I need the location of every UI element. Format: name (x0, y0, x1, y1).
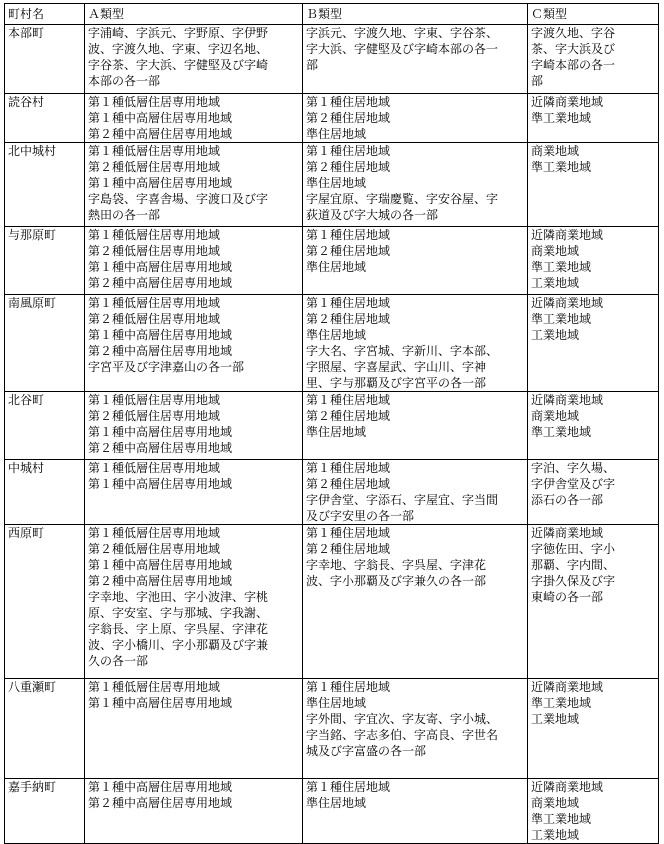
type-c-line: 工業地域 (531, 276, 580, 290)
type-a-cell (85, 25, 303, 94)
type-b-line: 第２種住居地域 (306, 244, 391, 258)
town-name: 嘉手納町 (8, 780, 57, 794)
type-a-line: 字宮平及び字津嘉山の各一部 (88, 360, 245, 374)
type-c-line: 工業地域 (531, 828, 580, 842)
type-b-line: 字照屋、字喜屋武、字山川、字神 (306, 360, 487, 374)
type-c-line: 字伊舎堂及び字 (531, 477, 616, 491)
type-b-line: 準住居地域 (306, 796, 367, 810)
type-c-line: 字崎本部の各一 (531, 58, 616, 72)
type-c-cell (528, 525, 659, 679)
type-b-line: 第２種住居地域 (306, 477, 391, 491)
town-cell (5, 143, 85, 227)
town-name: 南風原町 (8, 296, 57, 310)
type-a-line: 波、字小橋川、字小那覇及び字兼 (88, 638, 269, 652)
type-c-line: 準工業地域 (531, 160, 592, 174)
type-a-cell (85, 779, 303, 844)
type-b-line: 第２種住居地域 (306, 111, 391, 125)
type-c-line: 商業地域 (531, 409, 580, 423)
type-a-line: 第１種低層住居専用地域 (88, 393, 221, 407)
type-b-line: 第２種住居地域 (306, 160, 391, 174)
type-a-line: 第１種低層住居専用地域 (88, 461, 221, 475)
type-c-line: 那覇、字内間、 (531, 558, 616, 572)
type-c-line: 近隣商業地域 (531, 228, 604, 242)
type-c-line: 近隣商業地域 (531, 296, 604, 310)
type-b-line: 字伊舎堂、字添石、字屋宜、字当間 (306, 493, 499, 507)
type-b-line: 字大浜、字健堅及び字崎本部の各一 (306, 42, 499, 56)
table-row (5, 460, 659, 525)
type-a-line: 第２種中高層住居専用地域 (88, 796, 233, 810)
type-c-cell (528, 679, 659, 779)
header-town: 町村名 (5, 4, 85, 25)
type-a-line: 第２種中高層住居専用地域 (88, 127, 233, 141)
type-a-line: 原、字安室、字与那城、字我謝、 (88, 606, 269, 620)
type-a-line: 第２種低層住居専用地域 (88, 409, 221, 423)
type-a-line: 第１種低層住居専用地域 (88, 296, 221, 310)
town-name: 八重瀬町 (8, 680, 57, 694)
type-a-line: 第１種中高層住居専用地域 (88, 425, 233, 439)
type-c-line: 工業地域 (531, 712, 580, 726)
type-a-line: 第１種中高層住居専用地域 (88, 111, 233, 125)
type-a-line: 第１種中高層住居専用地域 (88, 176, 233, 190)
type-a-line: 第２種中高層住居専用地域 (88, 441, 233, 455)
type-c-line: 近隣商業地域 (531, 680, 604, 694)
type-b-line: 荻道及び字大城の各一部 (306, 208, 439, 222)
type-a-line: 第１種低層住居専用地域 (88, 526, 221, 540)
town-name: 西原町 (8, 526, 45, 540)
header-row (5, 4, 659, 25)
type-c-line: 添石の各一部 (531, 493, 604, 507)
header-type-c: Ｃ類型 (528, 4, 659, 25)
type-b-line: 準住居地域 (306, 328, 367, 342)
table-row (5, 779, 659, 844)
type-a-line: 波、字渡久地、字東、字辺名地、 (88, 42, 269, 56)
table-row (5, 392, 659, 460)
town-name: 本部町 (8, 26, 45, 40)
type-c-line: 工業地域 (531, 328, 580, 342)
town-cell (5, 295, 85, 392)
type-a-cell (85, 227, 303, 295)
type-a-line: 字谷茶、字大浜、字健堅及び字崎 (88, 58, 269, 72)
type-b-line: 第１種住居地域 (306, 296, 391, 310)
type-c-line: 準工業地域 (531, 260, 592, 274)
type-c-line: 茶、字大浜及び (531, 42, 616, 56)
type-b-line: 字屋宜原、字瑞慶覧、字安谷屋、字 (306, 192, 499, 206)
type-a-line: 第１種中高層住居専用地域 (88, 260, 233, 274)
type-b-line: 第１種住居地域 (306, 526, 391, 540)
type-c-line: 準工業地域 (531, 312, 592, 326)
type-c-line: 準工業地域 (531, 425, 592, 439)
type-b-cell (303, 25, 528, 94)
type-c-line: 準工業地域 (531, 812, 592, 826)
type-a-line: 第１種低層住居専用地域 (88, 144, 221, 158)
type-c-cell (528, 25, 659, 94)
type-b-line: 第１種住居地域 (306, 95, 391, 109)
type-c-line: 商業地域 (531, 244, 580, 258)
table-row (5, 25, 659, 94)
zoning-table (4, 3, 659, 844)
type-a-cell (85, 679, 303, 779)
type-b-cell (303, 679, 528, 779)
type-a-line: 第１種低層住居専用地域 (88, 228, 221, 242)
type-b-line: 字浜元、字渡久地、字東、字谷茶、 (306, 26, 499, 40)
type-b-line: 準住居地域 (306, 260, 367, 274)
type-a-line: 第２種中高層住居専用地域 (88, 574, 233, 588)
type-b-line: 第１種住居地域 (306, 680, 391, 694)
type-c-line: 近隣商業地域 (531, 95, 604, 109)
type-a-line: 本部の各一部 (88, 74, 161, 88)
type-b-cell (303, 295, 528, 392)
type-a-line: 字島袋、字喜舎場、字渡口及び字 (88, 192, 269, 206)
table-row (5, 525, 659, 679)
type-a-line: 熱田の各一部 (88, 208, 161, 222)
type-c-line: 近隣商業地域 (531, 780, 604, 794)
town-cell (5, 25, 85, 94)
type-a-line: 字翁長、字上原、字呉屋、字津花 (88, 622, 269, 636)
type-b-line: 及び字安里の各一部 (306, 509, 415, 523)
type-b-line: 波、字小那覇及び字兼久の各一部 (306, 574, 487, 588)
type-a-line: 字浦崎、字浜元、字野原、字伊野 (88, 26, 269, 40)
town-cell (5, 679, 85, 779)
type-c-line: 商業地域 (531, 796, 580, 810)
type-a-line: 久の各一部 (88, 654, 149, 668)
type-a-line: 第１種中高層住居専用地域 (88, 558, 233, 572)
table-body (5, 25, 659, 844)
type-c-cell (528, 143, 659, 227)
type-b-line: 字当銘、字志多伯、字高良、字世名 (306, 728, 499, 742)
type-c-cell (528, 779, 659, 844)
type-b-line: 第１種住居地域 (306, 144, 391, 158)
header-type-a: Ａ類型 (85, 4, 303, 25)
type-c-line: 字掛久保及び字 (531, 574, 616, 588)
type-a-line: 第１種低層住居専用地域 (88, 680, 221, 694)
type-b-line: 準住居地域 (306, 425, 367, 439)
type-b-line: 字外間、字宜次、字友寄、字小城、 (306, 712, 499, 726)
type-c-line: 字泊、字久場、 (531, 461, 616, 475)
type-c-line: 字徳佐田、字小 (531, 542, 616, 556)
town-cell (5, 227, 85, 295)
type-a-cell (85, 392, 303, 460)
town-name: 中城村 (8, 461, 45, 475)
type-c-line: 部 (531, 74, 544, 88)
type-a-line: 第２種低層住居専用地域 (88, 244, 221, 258)
table-row (5, 143, 659, 227)
type-b-cell (303, 779, 528, 844)
type-c-line: 商業地域 (531, 144, 580, 158)
town-cell (5, 392, 85, 460)
town-cell (5, 779, 85, 844)
type-a-line: 第２種低層住居専用地域 (88, 542, 221, 556)
type-c-line: 近隣商業地域 (531, 393, 604, 407)
type-b-cell (303, 392, 528, 460)
table-row (5, 295, 659, 392)
type-a-line: 第２種低層住居専用地域 (88, 160, 221, 174)
town-cell (5, 460, 85, 525)
type-b-line: 字大名、字宮城、字新川、字本部、 (306, 344, 499, 358)
type-c-line: 近隣商業地域 (531, 526, 604, 540)
type-a-cell (85, 295, 303, 392)
type-b-cell (303, 143, 528, 227)
type-c-cell (528, 227, 659, 295)
type-b-line: 里、字与那覇及び字宮平の各一部 (306, 376, 487, 390)
type-c-line: 準工業地域 (531, 111, 592, 125)
type-c-line: 準工業地域 (531, 696, 592, 710)
type-b-cell (303, 525, 528, 679)
type-a-line: 第１種中高層住居専用地域 (88, 696, 233, 710)
type-b-line: 城及び字富盛の各一部 (306, 744, 427, 758)
type-b-line: 第１種住居地域 (306, 393, 391, 407)
type-c-line: 字渡久地、字谷 (531, 26, 616, 40)
type-c-line: 東崎の各一部 (531, 590, 604, 604)
type-b-line: 第２種住居地域 (306, 312, 391, 326)
type-c-cell (528, 392, 659, 460)
table-row (5, 227, 659, 295)
type-a-cell (85, 525, 303, 679)
table-row (5, 94, 659, 143)
type-b-line: 部 (306, 58, 319, 72)
table-row (5, 679, 659, 779)
type-b-line: 第１種住居地域 (306, 461, 391, 475)
type-a-line: 第１種低層住居専用地域 (88, 95, 221, 109)
town-name: 与那原町 (8, 228, 57, 242)
type-a-cell (85, 143, 303, 227)
type-b-line: 準住居地域 (306, 127, 367, 141)
type-a-cell (85, 94, 303, 143)
type-a-line: 第１種中高層住居専用地域 (88, 780, 233, 794)
type-c-cell (528, 94, 659, 143)
type-a-line: 第２種中高層住居専用地域 (88, 344, 233, 358)
type-b-cell (303, 460, 528, 525)
type-b-line: 第２種住居地域 (306, 542, 391, 556)
header-type-b: Ｂ類型 (303, 4, 528, 25)
type-b-line: 第１種住居地域 (306, 780, 391, 794)
type-b-line: 第１種住居地域 (306, 228, 391, 242)
type-b-line: 準住居地域 (306, 696, 367, 710)
town-cell (5, 525, 85, 679)
type-a-cell (85, 460, 303, 525)
type-b-line: 準住居地域 (306, 176, 367, 190)
town-name: 読谷村 (8, 95, 45, 109)
type-b-cell (303, 227, 528, 295)
type-b-line: 字幸地、字翁長、字呉屋、字津花 (306, 558, 487, 572)
type-c-cell (528, 295, 659, 392)
town-name: 北中城村 (8, 144, 57, 158)
type-a-line: 第２種中高層住居専用地域 (88, 276, 233, 290)
town-cell (5, 94, 85, 143)
town-name: 北谷町 (8, 393, 45, 407)
type-a-line: 第１種中高層住居専用地域 (88, 477, 233, 491)
type-b-line: 第２種住居地域 (306, 409, 391, 423)
type-a-line: 第２種低層住居専用地域 (88, 312, 221, 326)
type-a-line: 字幸地、字池田、字小波津、字桃 (88, 590, 269, 604)
type-b-cell (303, 94, 528, 143)
type-c-cell (528, 460, 659, 525)
type-a-line: 第１種中高層住居専用地域 (88, 328, 233, 342)
